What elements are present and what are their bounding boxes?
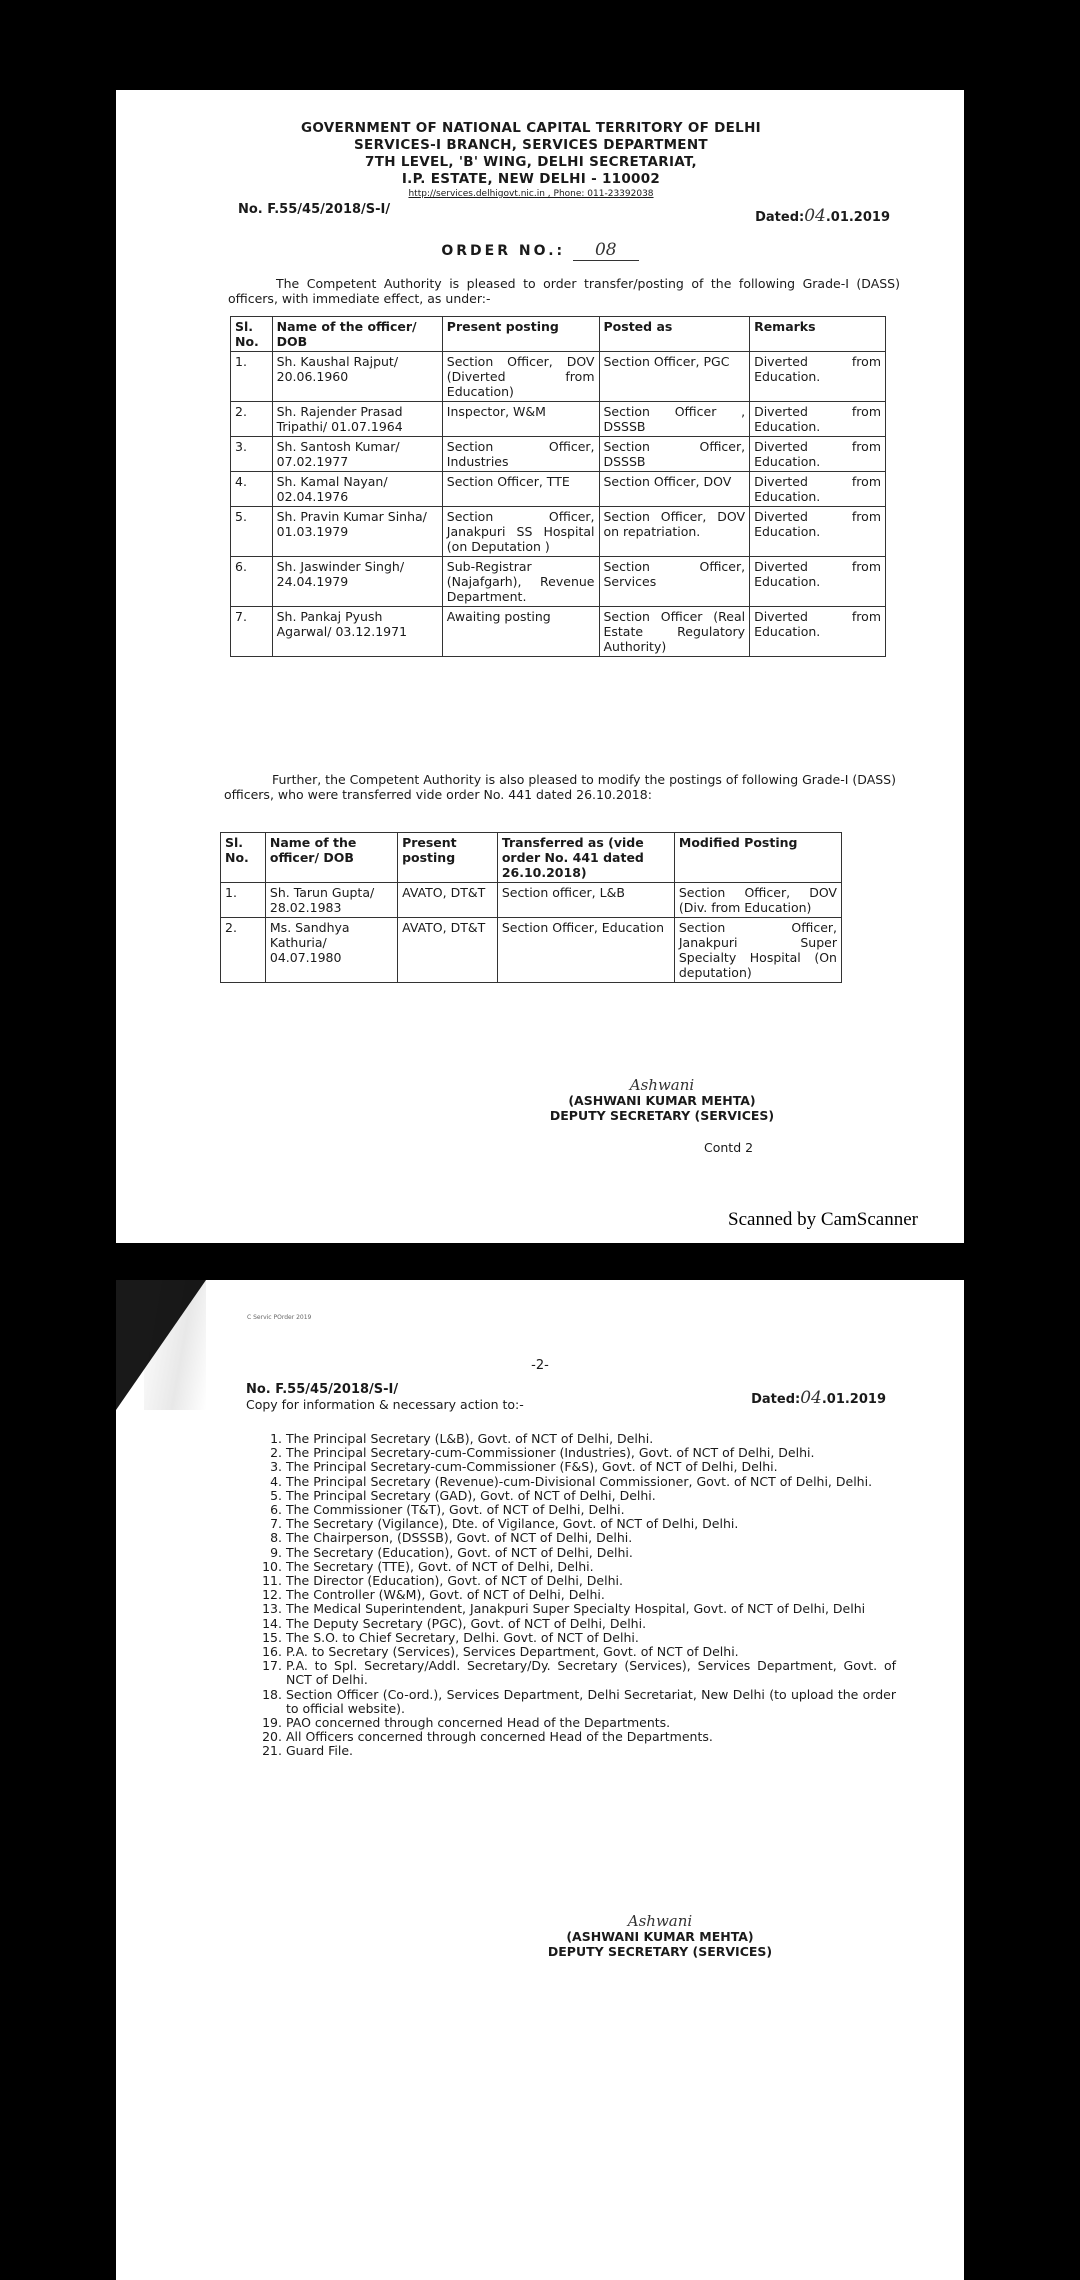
list-item <box>254 1574 896 1588</box>
list-item-number: 8. <box>270 1530 282 1546</box>
reference-row <box>246 1382 886 1412</box>
list-item-text: The Controller (W&M), Govt. of NCT of Delhi, Delhi. <box>286 1587 605 1603</box>
cell-present-posting: AVATO, DT&T <box>398 883 498 918</box>
cell-present-posting: AVATO, DT&T <box>398 918 498 983</box>
cell-slno: 4. <box>231 472 273 507</box>
list-item <box>254 1489 896 1503</box>
continued-note: Contd 2 <box>704 1140 754 1155</box>
list-item-number: 18. <box>262 1686 282 1702</box>
list-item-number: 21. <box>262 1743 282 1759</box>
column-header-present-posting: Present posting <box>442 317 599 352</box>
list-item-text: The Medical Superintendent, Janakpuri Super Specialty Hospital, Govt. of NCT of Delhi, Delhi <box>286 1601 866 1617</box>
list-item-text: The Secretary (TTE), Govt. of NCT of Delhi, Delhi. <box>286 1558 594 1574</box>
list-item-text: The Commissioner (T&T), Govt. of NCT of Delhi, Delhi. <box>286 1502 625 1518</box>
cell-transferred-as: Section officer, L&B <box>497 883 674 918</box>
transfer-table <box>230 316 886 657</box>
column-header-remarks: Remarks <box>750 317 886 352</box>
cell-name: Sh. Rajender Prasad Tripathi/ 01.07.1964 <box>272 402 442 437</box>
list-item-text: The Principal Secretary (L&B), Govt. of NCT of Delhi, Delhi. <box>286 1431 654 1446</box>
cell-name: Sh. Tarun Gupta/ 28.02.1983 <box>265 883 397 918</box>
table-row <box>221 883 842 918</box>
table-header-row <box>231 317 886 352</box>
cell-remarks: Diverted from Education. <box>750 607 886 657</box>
cell-posted-as: Section Officer , DSSSB <box>599 402 750 437</box>
file-number: No. F.55/45/2018/S-I/ <box>238 202 391 217</box>
list-item-text: The Director (Education), Govt. of NCT of Delhi, Delhi. <box>286 1573 623 1589</box>
list-item-number: 16. <box>262 1644 282 1660</box>
list-item-text: All Officers concerned through concerned Head of the Departments. <box>286 1729 713 1745</box>
date-day: 04 <box>804 206 826 226</box>
list-item <box>254 1517 896 1531</box>
signatory-designation: DEPUTY SECRETARY (SERVICES) <box>547 1944 773 1959</box>
list-item-text: The Principal Secretary (GAD), Govt. of NCT of Delhi, Delhi. <box>286 1487 656 1503</box>
list-item <box>254 1617 896 1631</box>
table-row <box>231 557 886 607</box>
list-item-number: 5. <box>270 1487 282 1503</box>
cell-slno: 2. <box>221 918 266 983</box>
table-row <box>231 402 886 437</box>
cell-present-posting: Section Officer, DOV (Diverted from Education) <box>442 352 599 402</box>
date-label: Dated: <box>755 210 805 225</box>
cell-present-posting: Awaiting posting <box>442 607 599 657</box>
list-item <box>254 1460 896 1474</box>
order-number-line <box>116 240 964 260</box>
list-item-number: 1. <box>270 1431 282 1446</box>
order-number: 08 <box>573 240 639 261</box>
list-item-number: 2. <box>270 1445 282 1461</box>
letterhead-line-2: SERVICES-I BRANCH, SERVICES DEPARTMENT <box>354 137 708 153</box>
column-header-posted-as: Posted as <box>599 317 750 352</box>
list-item-number: 12. <box>262 1587 282 1603</box>
date-label: Dated: <box>751 1392 801 1407</box>
cell-remarks: Diverted from Education. <box>750 352 886 402</box>
corner-note: C Servic POrder 2019 <box>247 1314 312 1321</box>
document-page-1 <box>116 90 964 1243</box>
cell-slno: 6. <box>231 557 273 607</box>
list-item <box>254 1645 896 1659</box>
table-row <box>231 352 886 402</box>
table-row <box>231 472 886 507</box>
cell-slno: 7. <box>231 607 273 657</box>
list-item <box>254 1730 896 1744</box>
table-row <box>231 507 886 557</box>
list-item-number: 17. <box>262 1658 282 1674</box>
list-item <box>254 1602 896 1616</box>
cell-present-posting: Section Officer, Industries <box>442 437 599 472</box>
table-row <box>231 437 886 472</box>
intro-paragraph: The Competent Authority is pleased to order transfer/posting of the following Grade-I (DASS) officers, with immediate effect, as under:- <box>228 276 900 306</box>
cell-modified-posting: Section Officer, DOV (Div. from Education) <box>674 883 841 918</box>
list-item-text: P.A. to Spl. Secretary/Addl. Secretary/Dy. Secretary (Services), Services Department, Govt. of NCT of Delhi. <box>286 1658 896 1688</box>
signature-mark: Ashwani <box>627 1912 693 1930</box>
column-header-name: Name of the officer/ DOB <box>265 833 397 883</box>
further-paragraph: Further, the Competent Authority is also pleased to modify the postings of following Grade-I (DASS) officers, who were transferred vide order No. 441 dated 26.10.2018: <box>224 772 896 802</box>
letterhead-line-1: GOVERNMENT OF NATIONAL CAPITAL TERRITORY OF DELHI <box>301 120 761 136</box>
cell-name: Sh. Kamal Nayan/ 02.04.1976 <box>272 472 442 507</box>
list-item-number: 9. <box>270 1544 282 1560</box>
cell-remarks: Diverted from Education. <box>750 557 886 607</box>
copy-line: Copy for information & necessary action to:- <box>246 1397 524 1412</box>
list-item-number: 13. <box>262 1601 282 1617</box>
cell-name: Sh. Kaushal Rajput/ 20.06.1960 <box>272 352 442 402</box>
list-item <box>254 1560 896 1574</box>
cell-present-posting: Inspector, W&M <box>442 402 599 437</box>
list-item-number: 20. <box>262 1729 282 1745</box>
list-item-number: 15. <box>262 1629 282 1645</box>
cell-name: Ms. Sandhya Kathuria/ 04.07.1980 <box>265 918 397 983</box>
date-rest: .01.2019 <box>821 1392 886 1407</box>
list-item-number: 10. <box>262 1558 282 1574</box>
list-item-text: Guard File. <box>286 1743 353 1759</box>
list-item-text: Section Officer (Co-ord.), Services Department, Delhi Secretariat, New Delhi (to upload the order to official website). <box>286 1686 896 1716</box>
order-date <box>751 1388 886 1408</box>
list-item-number: 14. <box>262 1615 282 1631</box>
list-item-number: 3. <box>270 1459 282 1475</box>
column-header-slno: Sl. No. <box>231 317 273 352</box>
cell-remarks: Diverted from Education. <box>750 472 886 507</box>
list-item <box>254 1659 896 1687</box>
cell-present-posting: Section Officer, Janakpuri SS Hospital (on Deputation ) <box>442 507 599 557</box>
list-item <box>254 1688 896 1716</box>
list-item <box>254 1446 896 1460</box>
list-item-number: 4. <box>270 1473 282 1489</box>
list-item <box>254 1432 896 1446</box>
list-item <box>254 1744 896 1758</box>
list-item-text: The Chairperson, (DSSSB), Govt. of NCT of Delhi, Delhi. <box>286 1530 633 1546</box>
cell-present-posting: Section Officer, TTE <box>442 472 599 507</box>
signatory-designation: DEPUTY SECRETARY (SERVICES) <box>549 1108 775 1123</box>
cell-name: Sh. Jaswinder Singh/ 24.04.1979 <box>272 557 442 607</box>
cell-remarks: Diverted from Education. <box>750 437 886 472</box>
list-item-number: 19. <box>262 1715 282 1731</box>
date-day: 04 <box>800 1388 822 1408</box>
signature-block <box>530 1914 790 1959</box>
cell-posted-as: Section Officer, PGC <box>599 352 750 402</box>
list-item <box>254 1716 896 1730</box>
order-date <box>755 206 890 226</box>
list-item-text: The Deputy Secretary (PGC), Govt. of NCT of Delhi, Delhi. <box>286 1615 647 1631</box>
list-item-text: The Secretary (Education), Govt. of NCT of Delhi, Delhi. <box>286 1544 633 1560</box>
list-item <box>254 1475 896 1489</box>
modification-table <box>220 832 842 983</box>
cell-posted-as: Section Officer, Services <box>599 557 750 607</box>
file-number: No. F.55/45/2018/S-I/ <box>246 1382 399 1397</box>
list-item <box>254 1531 896 1545</box>
cell-name: Sh. Pravin Kumar Sinha/ 01.03.1979 <box>272 507 442 557</box>
list-item-number: 6. <box>270 1502 282 1518</box>
signatory-name: (ASHWANI KUMAR MEHTA) <box>568 1093 756 1108</box>
cell-posted-as: Section Officer, DSSSB <box>599 437 750 472</box>
list-item-text: The Principal Secretary (Revenue)-cum-Divisional Commissioner, Govt. of NCT of Delhi, Delhi. <box>286 1473 873 1489</box>
list-item-text: P.A. to Secretary (Services), Services Department, Govt. of NCT of Delhi. <box>286 1644 739 1660</box>
list-item <box>254 1546 896 1560</box>
table-header-row <box>221 833 842 883</box>
recipient-list <box>254 1432 896 1759</box>
table-row <box>231 607 886 657</box>
letterhead-line-3: 7TH LEVEL, 'B' WING, DELHI SECRETARIAT, <box>365 154 697 170</box>
list-item-number: 7. <box>270 1516 282 1532</box>
column-header-name: Name of the officer/ DOB <box>272 317 442 352</box>
document-page-2 <box>116 1280 964 2280</box>
cell-slno: 5. <box>231 507 273 557</box>
list-item-number: 11. <box>262 1573 282 1589</box>
signature-mark: Ashwani <box>629 1076 695 1094</box>
column-header-slno: Sl. No. <box>221 833 266 883</box>
list-item-text: PAO concerned through concerned Head of the Departments. <box>286 1715 671 1731</box>
cell-remarks: Diverted from Education. <box>750 402 886 437</box>
letterhead-url: http://services.delhigovt.nic.in , Phone: 011-23392038 <box>408 189 654 199</box>
letterhead-line-4: I.P. ESTATE, NEW DELHI - 110002 <box>401 171 661 187</box>
cell-slno: 2. <box>231 402 273 437</box>
table-row <box>221 918 842 983</box>
cell-transferred-as: Section Officer, Education <box>497 918 674 983</box>
page-number: -2- <box>531 1358 549 1373</box>
column-header-present-posting: Present posting <box>398 833 498 883</box>
signature-block <box>532 1078 792 1123</box>
cell-slno: 1. <box>231 352 273 402</box>
list-item-text: The Principal Secretary-cum-Commissioner (Industries), Govt. of NCT of Delhi, Delhi. <box>286 1445 815 1461</box>
list-item-text: The Principal Secretary-cum-Commissioner (F&S), Govt. of NCT of Delhi, Delhi. <box>286 1459 778 1475</box>
cell-name: Sh. Santosh Kumar/ 07.02.1977 <box>272 437 442 472</box>
date-rest: .01.2019 <box>825 210 890 225</box>
signatory-name: (ASHWANI KUMAR MEHTA) <box>566 1929 754 1944</box>
list-item-text: The S.O. to Chief Secretary, Delhi. Govt. of NCT of Delhi. <box>286 1629 639 1645</box>
cell-slno: 1. <box>221 883 266 918</box>
letterhead <box>186 120 876 200</box>
column-header-modified-posting: Modified Posting <box>674 833 841 883</box>
cell-name: Sh. Pankaj Pyush Agarwal/ 03.12.1971 <box>272 607 442 657</box>
list-item <box>254 1588 896 1602</box>
cell-present-posting: Sub-Registrar (Najafgarh), Revenue Department. <box>442 557 599 607</box>
cell-slno: 3. <box>231 437 273 472</box>
list-item <box>254 1503 896 1517</box>
cell-modified-posting: Section Officer, Janakpuri Super Specialty Hospital (On deputation) <box>674 918 841 983</box>
cell-posted-as: Section Officer, DOV <box>599 472 750 507</box>
list-item-text: The Secretary (Vigilance), Dte. of Vigilance, Govt. of NCT of Delhi, Delhi. <box>286 1516 739 1532</box>
column-header-transferred-as: Transferred as (vide order No. 441 dated 26.10.2018) <box>497 833 674 883</box>
folded-corner-shadow <box>116 1280 206 1410</box>
list-item <box>254 1631 896 1645</box>
cell-remarks: Diverted from Education. <box>750 507 886 557</box>
order-label: ORDER NO.: <box>441 243 566 259</box>
reference-row <box>238 202 890 224</box>
cell-posted-as: Section Officer (Real Estate Regulatory Authority) <box>599 607 750 657</box>
scanner-watermark: Scanned by CamScanner <box>728 1209 918 1230</box>
cell-posted-as: Section Officer, DOV on repatriation. <box>599 507 750 557</box>
